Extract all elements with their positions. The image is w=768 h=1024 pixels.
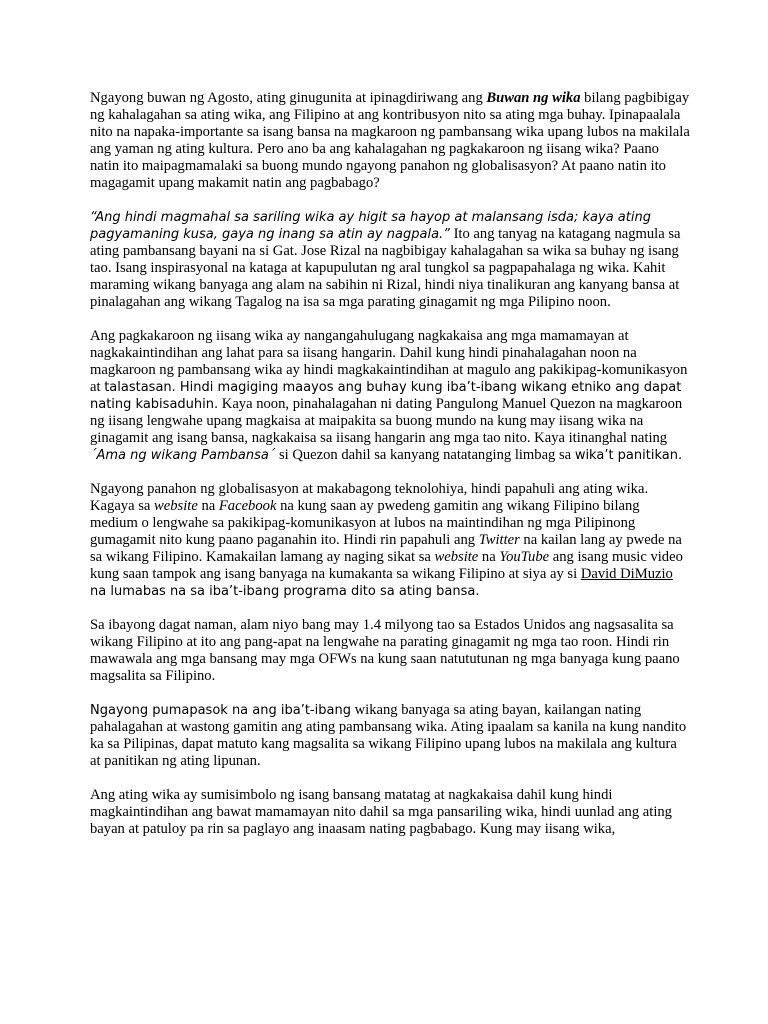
text-run: Kaya noon, pinahalagahan ni dating Pangulong Manuel Quezon na magkaroon ng iisang lengwahe upang magkaisa at maipakita sa buong mundo na kung may iisang wika na ginagamit ang isang bansa, nagkakaisa sa iisang hangarin ang mga tao nito. Kaya itinanghal nating [90, 396, 683, 446]
text-run: website [434, 549, 479, 565]
text-run: Ngayong buwan ng Agosto, ating ginugunita at ipinagdiriwang ang [90, 90, 487, 106]
paragraph-1 [90, 90, 690, 192]
paragraph-5 [90, 617, 690, 685]
text-run: Ang ating wika ay sumisimbolo ng isang bansang matatag at nagkakaisa dahil kung hindi magkaintindihan ang bawat mamamayan nito dahil sa mga pansariling wika, hindi uunlad ang ating bayan at patuloy pa rin sa paglayo ang inaasam nating pagbabago. Kung may iisang wika, [90, 787, 672, 837]
text-run: Buwan ng wika [486, 90, 581, 106]
text-run: ´Ama ng wikang Pambansa´ [90, 448, 276, 463]
text-run: Twitter [478, 532, 520, 548]
text-run: na lumabas na sa iba’t-ibang programa dito sa ating bansa. [90, 584, 480, 599]
paragraph-6 [90, 702, 690, 770]
text-run: na [197, 498, 219, 514]
link-text[interactable]: David DiMuzio [580, 566, 673, 582]
text-run: Sa ibayong dagat naman, alam niyo bang may 1.4 milyong tao sa Estados Unidos ang nagsasalita sa wikang Filipino at ito ang pang-apat na lengwahe na parating ginagamit ng mga tao roon. Hindi rin mawawala ang mga bansang may mga OFWs na kung saan natututunan ng mga banyaga kung paano magsalita sa Filipino. [90, 617, 680, 684]
text-run: Ang pagkakaroon ng iisang wika ay nangangahulugang nagkakaisa ang mga mamamayan at nagkakaintindihan ang lahat para sa iisang hangarin. Dahil kung hindi pinahalagahan noon na magkaroon ng pambansang wika ay hindi magkakaintindihan at magulo ang pakikipag-komunikasyon at [90, 328, 688, 395]
text-run: YouTube [499, 549, 550, 565]
text-run: na kung saan ay pwedeng gamitin ang wikang Filipino bilang medium o lengwahe sa pakikipag-komunikasyon at lubos na maintindihan ng mga Pilipinong gumagamit nito kung paano paganahin ito. Hindi rin papahuli ang [90, 498, 640, 548]
text-run: Ngayong pumapasok na ang iba’t-ibang [90, 703, 351, 718]
paragraph-7 [90, 787, 690, 838]
paragraph-2 [90, 209, 690, 311]
text-run: bilang pagbibigay ng kahalagahan sa ating wika, ang Filipino at ang kontribusyon nito sa ating mga buhay. Ipinapaalala nito na napaka-importante sa isang bansa na magkaroon ng pambansang wika upang lubos na makilala ang yaman ng ating kultura. Pero ano ba ang kahalagahan ng pagkakaroon ng iisang wika? Paano natin ito maipagmamalaki sa buong mundo ngayong panahon ng globalisasyon? At paano natin ito magagamit upang makamit natin ang pagbabago? [90, 90, 690, 191]
text-run: website [154, 498, 198, 514]
document-body [90, 90, 690, 855]
text-run: si Quezon dahil sa kanyang natatanging limbag sa [275, 447, 575, 463]
text-run: Facebook [218, 498, 277, 514]
paragraph-4 [90, 481, 690, 600]
text-run: na [478, 549, 500, 565]
text-run: ang isang music video kung saan tampok ang isang banyaga na kumakanta sa wikang Filipino at siya ay si [90, 549, 683, 582]
text-run: Ito ang tanyag na katagang nagmula sa ating pambansang bayani na si Gat. Jose Rizal na nagbibigay kahalagahan sa wika sa buhay ng isang tao. Isang inspirasyonal na kataga at kapupulutan ng aral tungkol sa pagpapahalaga ng wika. Kahit maraming wikang banyaga ang alam na sabihin ni Rizal, hindi niya tinalikuran ang kanyang bansa at pinalagahan ang wikang Tagalog na isa sa mga parating ginagamit ng mga Pilipino noon. [90, 226, 681, 310]
text-run: talastasan. Hindi magiging maayos ang buhay kung iba’t-ibang wikang etniko ang dapat nating kabisaduhin. [90, 380, 682, 412]
text-run: wikang banyaga sa ating bayan, kailangan nating pahalagahan at wastong gamitin ang ating pambansang wika. Ating ipaalam sa kanila na kung nandito ka sa Pilipinas, dapat matuto kang magsalita sa wikang Filipino upang lubos na makilala ang kultura at panitikan ng ating lipunan. [90, 702, 687, 769]
text-run: Ngayong panahon ng globalisasyon at makabagong teknolohiya, hindi papahuli ang ating wika. Kagaya sa [90, 481, 649, 514]
paragraph-3 [90, 328, 690, 464]
text-run: na kailan lang ay pwede na sa wikang Filipino. Kamakailan lamang ay naging sikat sa [90, 532, 682, 565]
text-run: “Ang hindi magmahal sa sariling wika ay higit sa hayop at malansang isda; kaya ating pagyamaning kusa, gaya ng inang sa atin ay nagpala.” [90, 210, 651, 242]
text-run: wika’t panitikan. [574, 448, 683, 463]
